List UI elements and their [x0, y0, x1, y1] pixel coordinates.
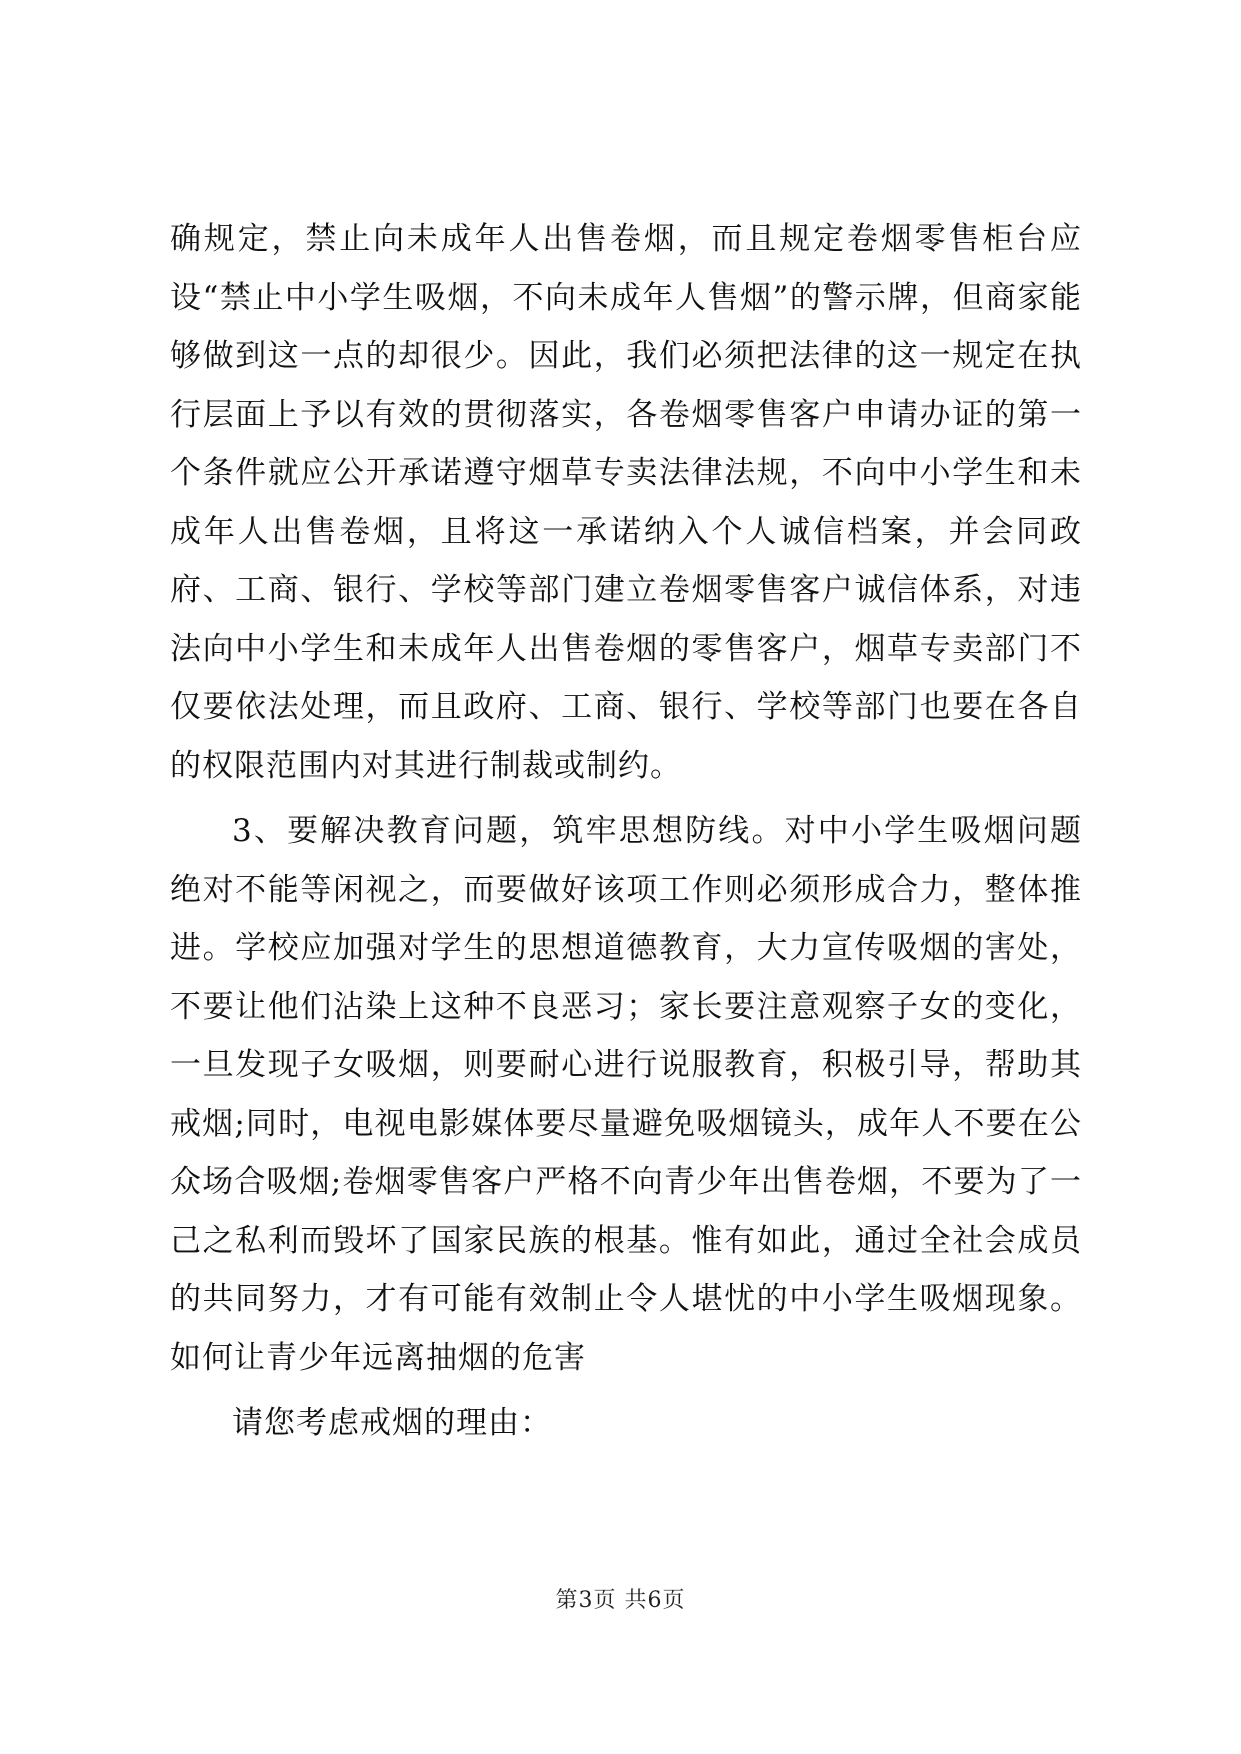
paragraph-reasons-heading: 请您考虑戒烟的理由：: [232, 1405, 552, 1441]
paragraph-education: 3、要解决教育问题，筑牢思想防线。对中小学生吸烟问题绝对不能等闲视之，而要做好该项工作则必须形成合力，整体推进。学校应加强对学生的思想道德教育，大力宣传吸烟的害处，不要让他们沾染上这种不良恶习；家长要注意观察子女的变化，一旦发现子女吸烟，则要耐心进行说服教育，积极引导，帮助其戒烟;同时，电视电影媒体要尽量避免吸烟镜头，成年人不要在公众场合吸烟;卷烟零售客户严格不向青少年出售卷烟，不要为了一己之私利而毁坏了国家民族的根基。惟有如此，通过全社会成员的共同努力，才有可能有效制止令人堪忧的中小学生吸烟现象。如何让青少年远离抽烟的危害: [170, 813, 1082, 1376]
paragraph-continued: 确规定，禁止向未成年人出售卷烟，而且规定卷烟零售柜台应设“禁止中小学生吸烟，不向未成年人售烟”的警示牌，但商家能够做到这一点的却很少。因此，我们必须把法律的这一规定在执行层面上予以有效的贯彻落实，各卷烟零售客户申请办证的第一个条件就应公开承诺遵守烟草专卖法律法规，不向中小学生和未成年人出售卷烟，且将这一承诺纳入个人诚信档案，并会同政府、工商、银行、学校等部门建立卷烟零售客户诚信体系，对违法向中小学生和未成年人出售卷烟的零售客户，烟草专卖部门不仅要依法处理，而且政府、工商、银行、学校等部门也要在各自的权限范围内对其进行制裁或制约。: [170, 221, 1082, 784]
page-number-footer: 第3页 共6页: [555, 1588, 686, 1613]
document-body: [170, 210, 1082, 1453]
